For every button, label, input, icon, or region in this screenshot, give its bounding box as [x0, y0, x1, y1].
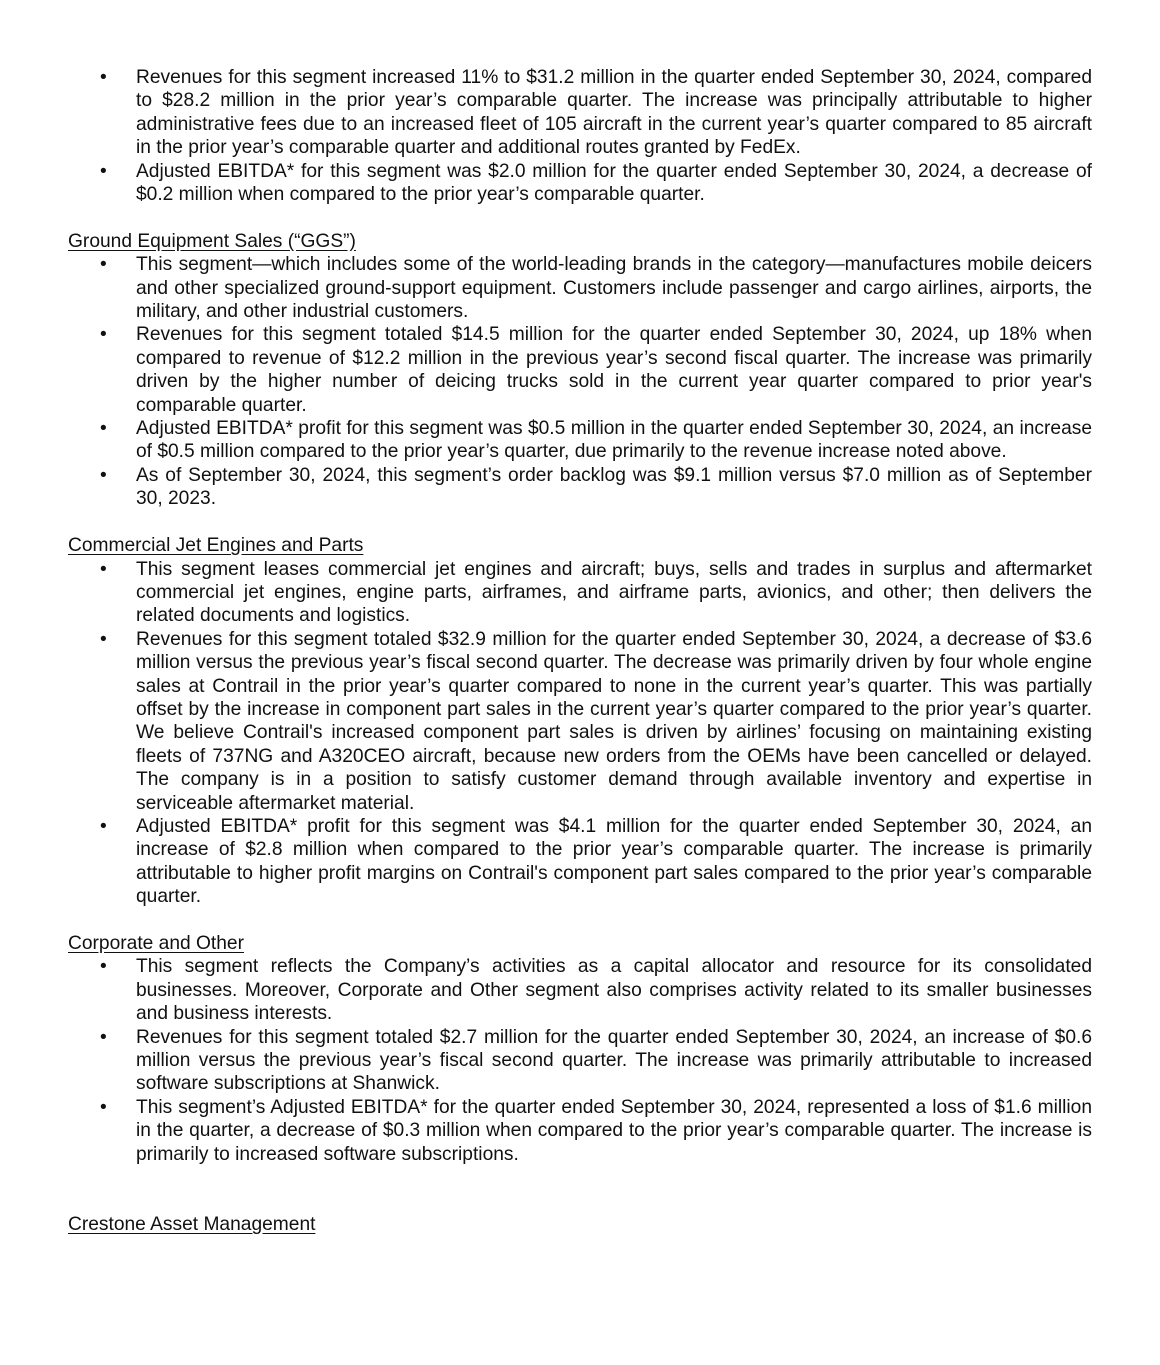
bullet-icon: •	[100, 464, 107, 486]
bullet-text: As of September 30, 2024, this segment’s order backlog was $9.1 million versus $7.0 million as of September 30, 2023.	[136, 464, 1092, 510]
corporate-section	[68, 932, 1092, 1166]
list-item	[68, 955, 1092, 1025]
list-item	[68, 464, 1092, 511]
list-item	[68, 1026, 1092, 1096]
bullet-icon: •	[100, 1096, 107, 1118]
ggs-bullet-list	[68, 253, 1092, 510]
list-item	[68, 160, 1092, 207]
bullet-icon: •	[100, 67, 107, 88]
bullet-text: Adjusted EBITDA* profit for this segment was $4.1 million for the quarter ended September 30, 2024, an increase of $2.8 million when compared to the prior year’s comparable quarter. The increase is primarily attributable to higher profit margins on Contrail's component part sales compared to the prior year’s comparable quarter.	[136, 815, 1092, 908]
bullet-text: Adjusted EBITDA* profit for this segment was $0.5 million in the quarter ended September 30, 2024, an increase of $0.5 million compared to the prior year’s quarter, due primarily to the revenue increase noted above.	[136, 418, 1092, 463]
bullet-icon: •	[100, 324, 107, 346]
bullet-icon: •	[100, 558, 107, 580]
crestone-section	[68, 1213, 1092, 1236]
crestone-heading: Crestone Asset Management	[68, 1214, 316, 1236]
cjep-heading: Commercial Jet Engines and Parts	[68, 535, 364, 557]
bullet-text: Revenues for this segment totaled $32.9 million for the quarter ended September 30, 2024, a decrease of $3.6 million versus the previous year’s fiscal second quarter. The decrease was primarily driven by four whole engine sales at Contrail in the prior year’s quarter compared to none in the current year’s quarter. This was partially offset by the increase in component part sales in the current year’s quarter compared to the prior year’s quarter. We believe Contrail's increased component part sales is driven by airlines’ focusing on maintaining existing fleets of 737NG and A320CEO aircraft, because new orders from the OEMs have been cancelled or delayed. The company is in a position to satisfy customer demand through available inventory and expertise in serviceable aftermarket material.	[136, 628, 1092, 814]
bullet-text: This segment’s Adjusted EBITDA* for the quarter ended September 30, 2024, represented a loss of $1.6 million in the quarter, a decrease of $0.3 million when compared to the prior year’s comparable quarter. The increase is primarily to increased software subscriptions.	[136, 1096, 1092, 1165]
ggs-section	[68, 230, 1092, 511]
corporate-bullet-list	[68, 955, 1092, 1166]
ggs-heading: Ground Equipment Sales (“GGS”)	[68, 230, 356, 252]
document-page	[68, 66, 1092, 1236]
list-item	[68, 417, 1092, 464]
bullet-text: Adjusted EBITDA* for this segment was $2.0 million for the quarter ended September 30, 2024, a decrease of $0.2 million when compared to the prior year’s comparable quarter.	[136, 160, 1092, 206]
list-item	[68, 815, 1092, 909]
list-item	[68, 558, 1092, 628]
bullet-text: This segment—which includes some of the world-leading brands in the category—manufactures mobile deicers and other specialized ground-support equipment. Customers include passenger and cargo airlines, airports, the military, and other industrial customers.	[136, 254, 1092, 323]
bullet-icon: •	[100, 254, 107, 276]
bullet-text: Revenues for this segment increased 11% to $31.2 million in the quarter ended September 30, 2024, compared to $28.2 million in the prior year’s comparable quarter. The increase was principally attributable to higher administrative fees due to an increased fleet of 105 aircraft in the current year’s quarter compared to 85 aircraft in the prior year’s comparable quarter and additional routes granted by FedEx.	[136, 67, 1092, 159]
list-item	[68, 253, 1092, 323]
bullet-icon: •	[100, 1026, 107, 1048]
list-item	[68, 1096, 1092, 1166]
bullet-icon: •	[100, 815, 107, 837]
list-item	[68, 66, 1092, 160]
list-item	[68, 628, 1092, 815]
bullet-icon: •	[100, 418, 107, 440]
bullet-icon: •	[100, 956, 107, 978]
bullet-text: This segment reflects the Company’s activities as a capital allocator and resource for its consolidated businesses. Moreover, Corporate and Other segment also comprises activity related to its smaller businesses and business interests.	[136, 956, 1092, 1025]
cjep-bullet-list	[68, 558, 1092, 909]
bullet-icon: •	[100, 628, 107, 650]
list-item	[68, 323, 1092, 417]
cjep-section	[68, 534, 1092, 909]
bullet-text: Revenues for this segment totaled $2.7 million for the quarter ended September 30, 2024, an increase of $0.6 million versus the previous year’s fiscal second quarter. The increase was primarily attributable to increased software subscriptions at Shanwick.	[136, 1026, 1092, 1095]
corporate-heading: Corporate and Other	[68, 932, 244, 954]
bullet-text: Revenues for this segment totaled $14.5 million for the quarter ended September 30, 2024, up 18% when compared to revenue of $12.2 million in the previous year’s second fiscal quarter. The increase was primarily driven by the higher number of deicing trucks sold in the current year quarter compared to prior year's comparable quarter.	[136, 324, 1092, 416]
bullet-text: This segment leases commercial jet engines and aircraft; buys, sells and trades in surplus and aftermarket commercial jet engines, engine parts, airframes, and airframe parts, avionics, and other; then delivers the related documents and logistics.	[136, 558, 1092, 627]
bullet-icon: •	[100, 160, 107, 182]
intro-bullet-list	[68, 66, 1092, 206]
